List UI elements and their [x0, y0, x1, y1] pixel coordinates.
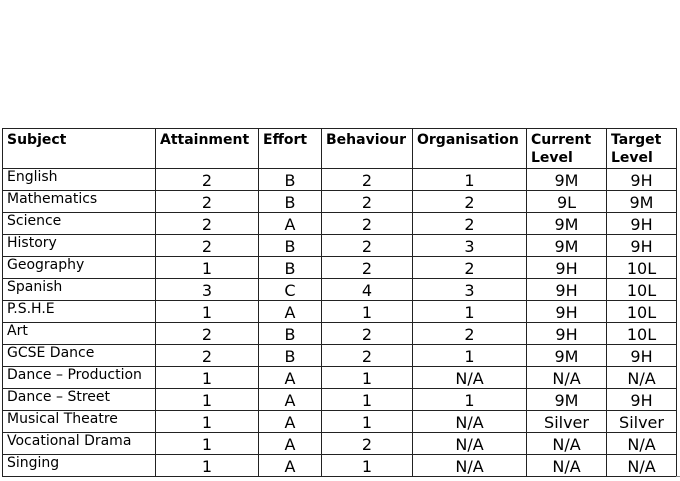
target-level-cell: 10L: [607, 301, 677, 323]
attainment-cell: 1: [156, 389, 259, 411]
table-row: [3, 213, 677, 235]
current-level-cell: N/A: [527, 433, 607, 455]
attainment-cell: 2: [156, 323, 259, 345]
target-level-cell: Silver: [607, 411, 677, 433]
subject-cell: Geography: [3, 257, 156, 279]
subject-cell: Dance – Production: [3, 367, 156, 389]
current-level-cell: 9M: [527, 345, 607, 367]
behaviour-cell: 2: [322, 191, 413, 213]
table-row: [3, 169, 677, 191]
current-level-cell: 9H: [527, 257, 607, 279]
subject-cell: Science: [3, 213, 156, 235]
subject-cell: Dance – Street: [3, 389, 156, 411]
organisation-cell: N/A: [413, 433, 527, 455]
organisation-cell: 2: [413, 323, 527, 345]
effort-cell: B: [259, 345, 322, 367]
subject-cell: Art: [3, 323, 156, 345]
effort-cell: A: [259, 213, 322, 235]
behaviour-cell: 4: [322, 279, 413, 301]
attainment-cell: 2: [156, 169, 259, 191]
subject-cell: P.S.H.E: [3, 301, 156, 323]
attainment-cell: 1: [156, 455, 259, 477]
current-level-cell: N/A: [527, 367, 607, 389]
effort-cell: A: [259, 389, 322, 411]
target-level-cell: 9H: [607, 235, 677, 257]
effort-cell: B: [259, 191, 322, 213]
target-level-cell: 10L: [607, 279, 677, 301]
organisation-cell: 1: [413, 301, 527, 323]
organisation-cell: N/A: [413, 367, 527, 389]
behaviour-cell: 1: [322, 411, 413, 433]
effort-cell: A: [259, 433, 322, 455]
attainment-cell: 2: [156, 345, 259, 367]
target-level-cell: N/A: [607, 433, 677, 455]
behaviour-cell: 2: [322, 169, 413, 191]
behaviour-cell: 1: [322, 367, 413, 389]
behaviour-cell: 2: [322, 235, 413, 257]
effort-cell: A: [259, 301, 322, 323]
organisation-cell: 1: [413, 345, 527, 367]
organisation-cell: N/A: [413, 455, 527, 477]
table-row: [3, 235, 677, 257]
target-level-cell: 10L: [607, 257, 677, 279]
effort-cell: A: [259, 455, 322, 477]
table-row: [3, 411, 677, 433]
subject-cell: Spanish: [3, 279, 156, 301]
effort-cell: B: [259, 235, 322, 257]
page-corner-mark: [676, 476, 680, 477]
behaviour-cell: 2: [322, 323, 413, 345]
current-level-cell: 9H: [527, 301, 607, 323]
header-effort: Effort: [259, 129, 322, 169]
target-level-cell: 9H: [607, 169, 677, 191]
attainment-cell: 1: [156, 301, 259, 323]
target-level-cell: N/A: [607, 455, 677, 477]
subject-cell: Mathematics: [3, 191, 156, 213]
subject-cell: History: [3, 235, 156, 257]
table-row: [3, 323, 677, 345]
subject-cell: Vocational Drama: [3, 433, 156, 455]
effort-cell: A: [259, 411, 322, 433]
current-level-cell: Silver: [527, 411, 607, 433]
behaviour-cell: 2: [322, 345, 413, 367]
attainment-cell: 1: [156, 433, 259, 455]
target-level-cell: 9H: [607, 345, 677, 367]
effort-cell: A: [259, 367, 322, 389]
current-level-cell: 9M: [527, 235, 607, 257]
current-level-cell: 9M: [527, 389, 607, 411]
current-level-cell: 9H: [527, 279, 607, 301]
header-organisation: Organisation: [413, 129, 527, 169]
attainment-cell: 2: [156, 213, 259, 235]
table-row: [3, 367, 677, 389]
table-row: [3, 279, 677, 301]
header-behaviour: Behaviour: [322, 129, 413, 169]
report-table: [2, 128, 677, 477]
table-row: [3, 301, 677, 323]
header-attainment: Attainment: [156, 129, 259, 169]
subject-cell: Musical Theatre: [3, 411, 156, 433]
attainment-cell: 2: [156, 235, 259, 257]
current-level-cell: N/A: [527, 455, 607, 477]
header-row: [3, 129, 677, 169]
organisation-cell: 2: [413, 257, 527, 279]
organisation-cell: N/A: [413, 411, 527, 433]
target-level-cell: 9H: [607, 213, 677, 235]
effort-cell: B: [259, 257, 322, 279]
subject-cell: English: [3, 169, 156, 191]
attainment-cell: 1: [156, 367, 259, 389]
table-row: [3, 433, 677, 455]
table-row: [3, 191, 677, 213]
current-level-cell: 9L: [527, 191, 607, 213]
behaviour-cell: 2: [322, 433, 413, 455]
target-level-cell: 10L: [607, 323, 677, 345]
table-row: [3, 257, 677, 279]
subject-cell: Singing: [3, 455, 156, 477]
table-row: [3, 455, 677, 477]
behaviour-cell: 2: [322, 213, 413, 235]
organisation-cell: 2: [413, 191, 527, 213]
header-subject: Subject: [3, 129, 156, 169]
organisation-cell: 3: [413, 279, 527, 301]
target-level-cell: 9H: [607, 389, 677, 411]
target-level-cell: 9M: [607, 191, 677, 213]
organisation-cell: 1: [413, 169, 527, 191]
current-level-cell: 9M: [527, 213, 607, 235]
behaviour-cell: 2: [322, 257, 413, 279]
header-current-level: Current Level: [527, 129, 607, 169]
effort-cell: B: [259, 323, 322, 345]
current-level-cell: 9H: [527, 323, 607, 345]
attainment-cell: 1: [156, 257, 259, 279]
organisation-cell: 1: [413, 389, 527, 411]
organisation-cell: 2: [413, 213, 527, 235]
attainment-cell: 3: [156, 279, 259, 301]
effort-cell: C: [259, 279, 322, 301]
table-row: [3, 389, 677, 411]
current-level-cell: 9M: [527, 169, 607, 191]
effort-cell: B: [259, 169, 322, 191]
behaviour-cell: 1: [322, 455, 413, 477]
header-target-level: Target Level: [607, 129, 677, 169]
table-row: [3, 345, 677, 367]
behaviour-cell: 1: [322, 301, 413, 323]
attainment-cell: 2: [156, 191, 259, 213]
target-level-cell: N/A: [607, 367, 677, 389]
organisation-cell: 3: [413, 235, 527, 257]
behaviour-cell: 1: [322, 389, 413, 411]
attainment-cell: 1: [156, 411, 259, 433]
subject-cell: GCSE Dance: [3, 345, 156, 367]
